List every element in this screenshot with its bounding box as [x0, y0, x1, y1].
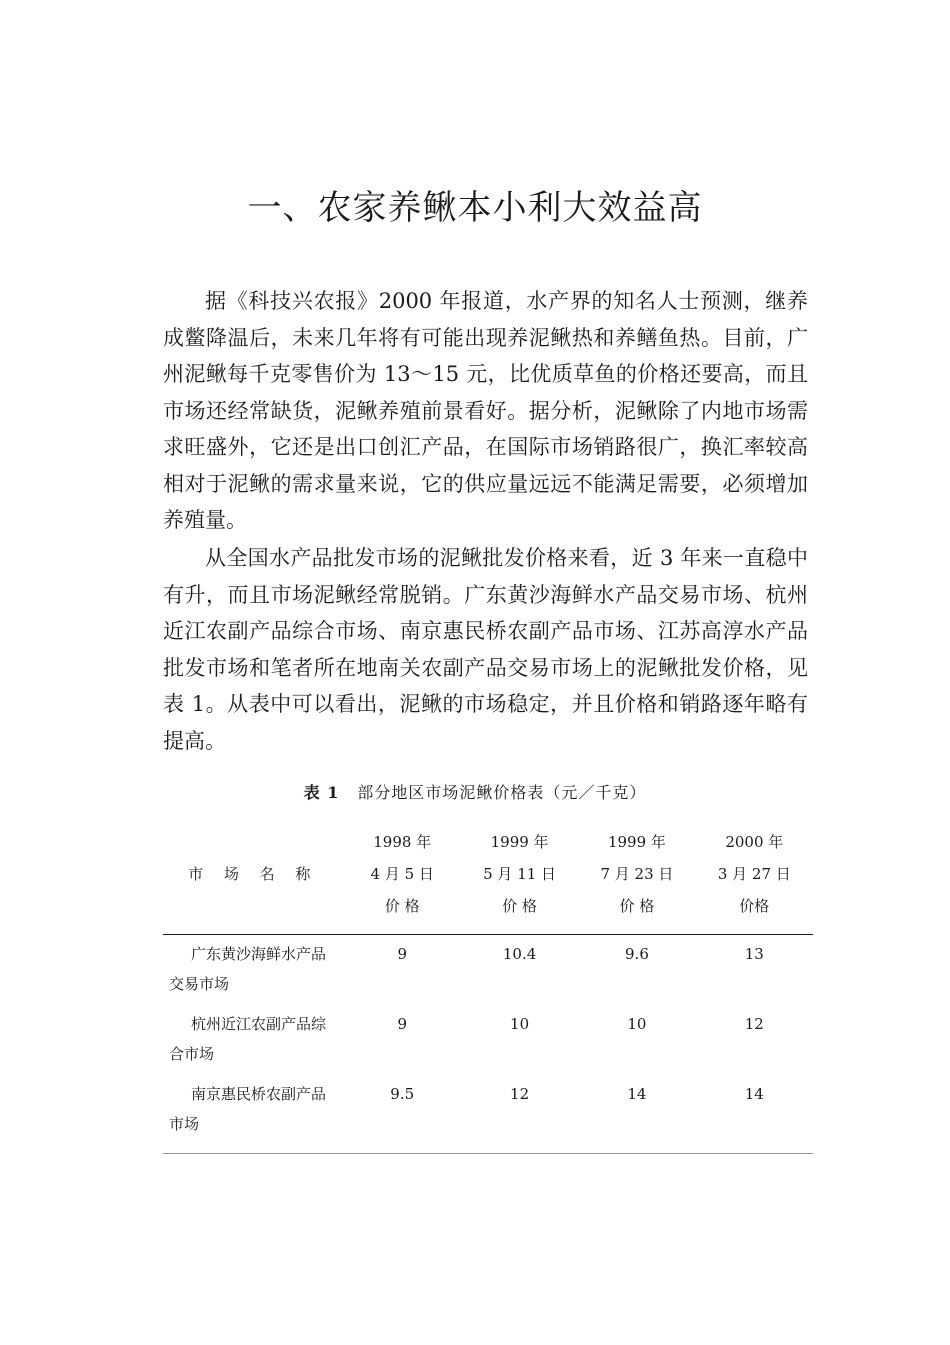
header-col-1	[344, 820, 461, 935]
table-caption-number: 表 1	[303, 783, 340, 802]
header-col-2-label: 价 格	[502, 897, 537, 915]
header-col-2-date: 5 月 11 日	[483, 865, 557, 883]
price-cell: 9	[397, 945, 407, 963]
table-caption-text: 部分地区市场泥鳅价格表（元／千克）	[357, 783, 647, 802]
price-cell: 14	[578, 1075, 695, 1154]
table-row	[163, 935, 813, 1006]
price-cell: 9.5	[344, 1075, 461, 1154]
header-col-2-year: 1999 年	[490, 833, 549, 851]
price-cell: 10	[627, 1015, 647, 1033]
paragraph-2: 从全国水产品批发市场的泥鳅批发价格来看，近 3 年来一直稳中有升，而且市场泥鳅经常脱销。广东黄沙海鲜水产品交易市场、杭州近江农副产品综合市场、南京惠民桥农副产品市场、江苏高淳水产品批发市场和笔者所在地南关农副产品交易市场上的泥鳅批发价格，见表 1。从表中可以看出，泥鳅的市场稳定，并且价格和销路逐年略有提高。	[163, 546, 808, 753]
header-col-1-year: 1998 年	[373, 833, 432, 851]
market-name-cell: 广东黄沙海鲜水产品交易市场	[169, 945, 327, 993]
header-col-4-date: 3 月 27 日	[717, 865, 791, 883]
price-table	[163, 820, 813, 1154]
header-col-4	[696, 820, 813, 935]
paragraph-1: 据《科技兴农报》2000 年报道，水产界的知名人士预测，继养成鳖降温后，未来几年将有可能出现养泥鳅热和养鳝鱼热。目前，广州泥鳅每千克零售价为 13～15 元，比优质草鱼的价格还要高，而且市场还经常缺货，泥鳅养殖前景看好。据分析，泥鳅除了内地市场需求旺盛外，它还是出口创汇产品，在国际市场销路很广，换汇率较高相对于泥鳅的需求量来说，它的供应量远远不能满足需要，必须增加养殖量。	[163, 289, 808, 532]
table-header-row	[163, 820, 813, 935]
price-cell: 12	[744, 1015, 764, 1033]
header-col-4-label: 价格	[739, 897, 770, 915]
price-cell: 9	[397, 1015, 407, 1033]
price-cell: 9.6	[625, 945, 649, 963]
price-cell: 13	[744, 945, 764, 963]
table-caption	[0, 778, 950, 808]
header-col-3-label: 价 格	[619, 897, 655, 915]
header-col-1-label: 价 格	[384, 897, 420, 915]
price-cell: 10.4	[502, 945, 537, 963]
market-name-cell: 南京惠民桥农副产品市场	[163, 1075, 344, 1154]
header-market-name: 市 场 名 称	[163, 820, 344, 935]
header-col-2	[461, 820, 578, 935]
header-col-4-year: 2000 年	[725, 833, 784, 851]
table-row	[163, 1005, 813, 1075]
section-title: 一、农家养鳅本小利大效益高	[247, 188, 703, 228]
header-col-3-year: 1999 年	[607, 833, 666, 851]
price-cell: 10	[510, 1015, 530, 1033]
price-table-container	[163, 820, 813, 1154]
market-name-cell: 杭州近江农副产品综合市场	[169, 1015, 327, 1063]
header-col-3	[578, 820, 695, 935]
price-cell: 12	[461, 1075, 578, 1154]
table-row	[163, 1075, 813, 1154]
header-col-1-date: 4 月 5 日	[370, 865, 434, 883]
header-col-3-date: 7 月 23 日	[600, 865, 674, 883]
price-cell: 14	[696, 1075, 813, 1154]
